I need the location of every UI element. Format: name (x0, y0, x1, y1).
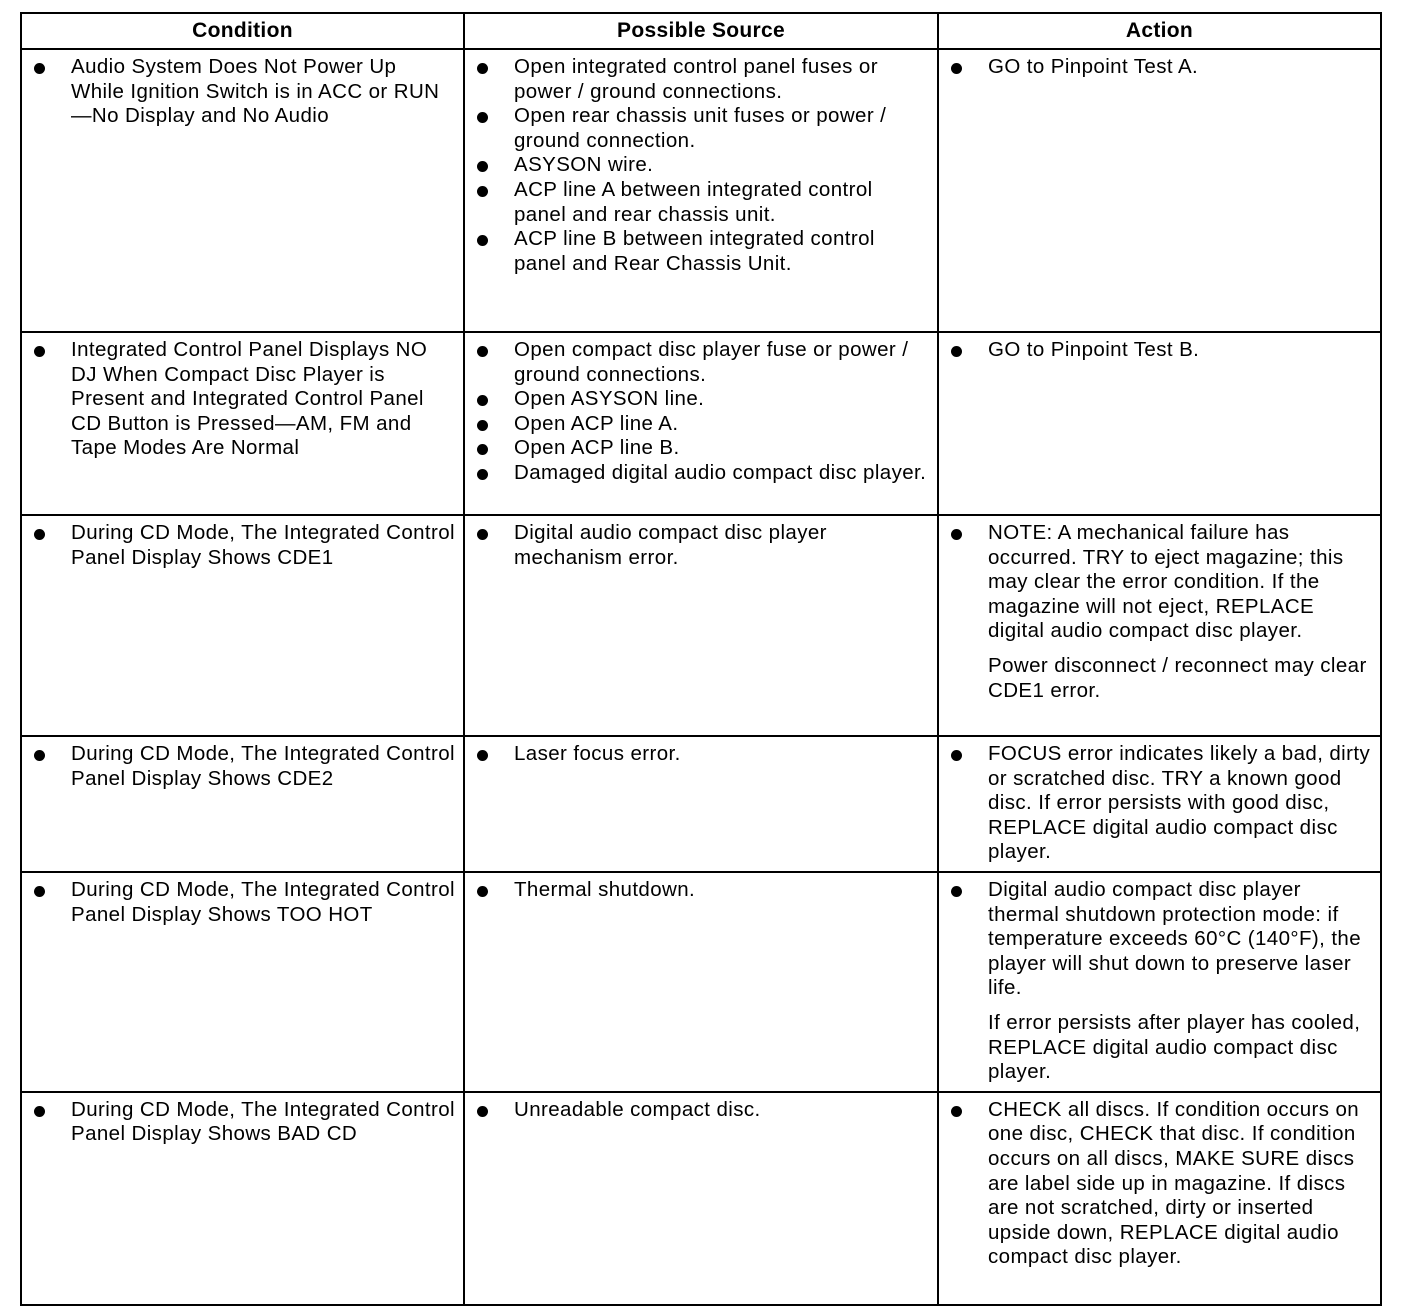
list-item (30, 338, 455, 461)
list-item (30, 55, 455, 129)
source-text: Unreadable compact disc. (514, 1097, 761, 1121)
action-cell (938, 332, 1381, 515)
header-possible-source: Possible Source (464, 13, 938, 49)
action-note: Power disconnect / reconnect may clear CDE1 error. (988, 653, 1367, 702)
list-item (473, 178, 929, 227)
list-item (947, 521, 1372, 644)
bullet-icon (477, 63, 488, 74)
list-item (30, 742, 455, 791)
table-row (21, 332, 1381, 515)
source-cell (464, 872, 938, 1092)
bullet-icon (951, 886, 962, 897)
symptom-chart-table (20, 12, 1382, 1306)
source-text: Open ASYSON line. (514, 387, 705, 411)
action-note: If error persists after player has cooled, REPLACE digital audio compact disc player. (988, 1010, 1361, 1084)
list-item (30, 521, 455, 570)
action-text: Digital audio compact disc player thermal shutdown protection mode: if temperature exceeds 60°C (140°F), the player will shut down to preserve laser life. (988, 877, 1362, 1000)
bullet-icon (477, 161, 488, 172)
table-row (21, 49, 1381, 332)
bullet-icon (477, 444, 488, 455)
condition-text: Audio System Does Not Power Up While Ignition Switch is in ACC or RUN—No Display and No Audio (71, 55, 440, 128)
bullet-icon (34, 63, 45, 74)
source-text: Digital audio compact disc player mechanism error. (514, 521, 827, 569)
bullet-icon (477, 346, 488, 357)
table-row (21, 515, 1381, 736)
action-text: NOTE: A mechanical failure has occurred. TRY to eject magazine; this may clear the error condition. If the magazine will not eject, REPLACE digital audio compact disc player. (988, 521, 1344, 643)
source-cell (464, 49, 938, 332)
bullet-icon (951, 1106, 962, 1117)
action-cell (938, 515, 1381, 736)
list-item (473, 338, 929, 387)
list-item (30, 878, 455, 927)
bullet-icon (477, 186, 488, 197)
source-text: ACP line B between integrated control panel and Rear Chassis Unit. (514, 227, 875, 275)
list-item (473, 55, 929, 104)
condition-text: During CD Mode, The Integrated Control Panel Display Shows TOO HOT (71, 877, 456, 926)
action-cell (938, 1092, 1381, 1305)
source-text: Open integrated control panel fuses or power / ground connections. (514, 55, 878, 103)
bullet-icon (477, 395, 488, 406)
list-item (947, 338, 1372, 363)
condition-text: Integrated Control Panel Displays NO DJ When Compact Disc Player is Present and Integrated Control Panel CD Button is Pressed—AM, FM and Tape Modes Are Normal (71, 338, 428, 460)
source-cell (464, 515, 938, 736)
list-item (473, 521, 929, 570)
condition-cell (21, 515, 464, 736)
bullet-icon (477, 112, 488, 123)
action-text: GO to Pinpoint Test B. (988, 338, 1200, 361)
list-item (473, 387, 929, 412)
table-row (21, 1092, 1381, 1305)
list-item (473, 878, 929, 903)
action-cell (938, 872, 1381, 1092)
condition-cell (21, 332, 464, 515)
list-item (473, 461, 929, 486)
list-item (473, 104, 929, 153)
list-item (947, 55, 1372, 80)
bullet-icon (34, 346, 45, 357)
bullet-icon (477, 469, 488, 480)
action-text: CHECK all discs. If condition occurs on one disc, CHECK that disc. If condition occurs on all discs, MAKE SURE discs are label side up in magazine. If discs are not scratched, dirty or inserted upside down, REPLACE digital audio compact disc player. (988, 1097, 1360, 1269)
list-item (473, 412, 929, 437)
bullet-icon (34, 529, 45, 540)
bullet-icon (477, 750, 488, 761)
bullet-icon (951, 529, 962, 540)
header-action: Action (938, 13, 1381, 49)
source-text: ACP line A between integrated control panel and rear chassis unit. (514, 177, 873, 226)
source-cell (464, 736, 938, 872)
source-text: Open rear chassis unit fuses or power / ground connection. (514, 104, 887, 152)
condition-text: During CD Mode, The Integrated Control Panel Display Shows CDE1 (71, 521, 456, 569)
condition-cell (21, 736, 464, 872)
header-condition: Condition (21, 13, 464, 49)
bullet-icon (477, 529, 488, 540)
source-text: Thermal shutdown. (514, 877, 696, 901)
source-cell (464, 1092, 938, 1305)
source-text: Open compact disc player fuse or power / ground connections. (514, 338, 909, 386)
table-row (21, 872, 1381, 1092)
bullet-icon (951, 750, 962, 761)
bullet-icon (34, 750, 45, 761)
source-cell (464, 332, 938, 515)
action-cell (938, 736, 1381, 872)
source-text: ASYSON wire. (514, 153, 654, 177)
list-item (473, 436, 929, 461)
condition-text: During CD Mode, The Integrated Control Panel Display Shows CDE2 (71, 742, 456, 790)
condition-cell (21, 872, 464, 1092)
list-item (947, 878, 1372, 1001)
list-item (473, 153, 929, 178)
bullet-icon (951, 63, 962, 74)
source-text: Damaged digital audio compact disc player. (514, 460, 927, 484)
list-item (473, 742, 929, 767)
action-cell (938, 49, 1381, 332)
action-text: GO to Pinpoint Test A. (988, 55, 1199, 78)
bullet-icon (477, 235, 488, 246)
bullet-icon (34, 1106, 45, 1117)
list-item (473, 1098, 929, 1123)
bullet-icon (951, 346, 962, 357)
diagnosis-sheet (20, 12, 1380, 1306)
condition-cell (21, 49, 464, 332)
source-text: Open ACP line B. (514, 436, 680, 460)
condition-text: During CD Mode, The Integrated Control Panel Display Shows BAD CD (71, 1097, 456, 1146)
list-item (947, 1098, 1372, 1270)
action-text: FOCUS error indicates likely a bad, dirty or scratched disc. TRY a known good disc. If error persists with good disc, REPLACE digital audio compact disc player. (988, 742, 1371, 864)
source-text: Open ACP line A. (514, 411, 679, 435)
bullet-icon (477, 886, 488, 897)
list-item (30, 1098, 455, 1147)
source-text: Laser focus error. (514, 742, 681, 765)
bullet-icon (34, 886, 45, 897)
condition-cell (21, 1092, 464, 1305)
header-row (21, 13, 1381, 49)
list-item (947, 742, 1372, 865)
table-row (21, 736, 1381, 872)
bullet-icon (477, 1106, 488, 1117)
list-item (473, 227, 929, 276)
bullet-icon (477, 420, 488, 431)
